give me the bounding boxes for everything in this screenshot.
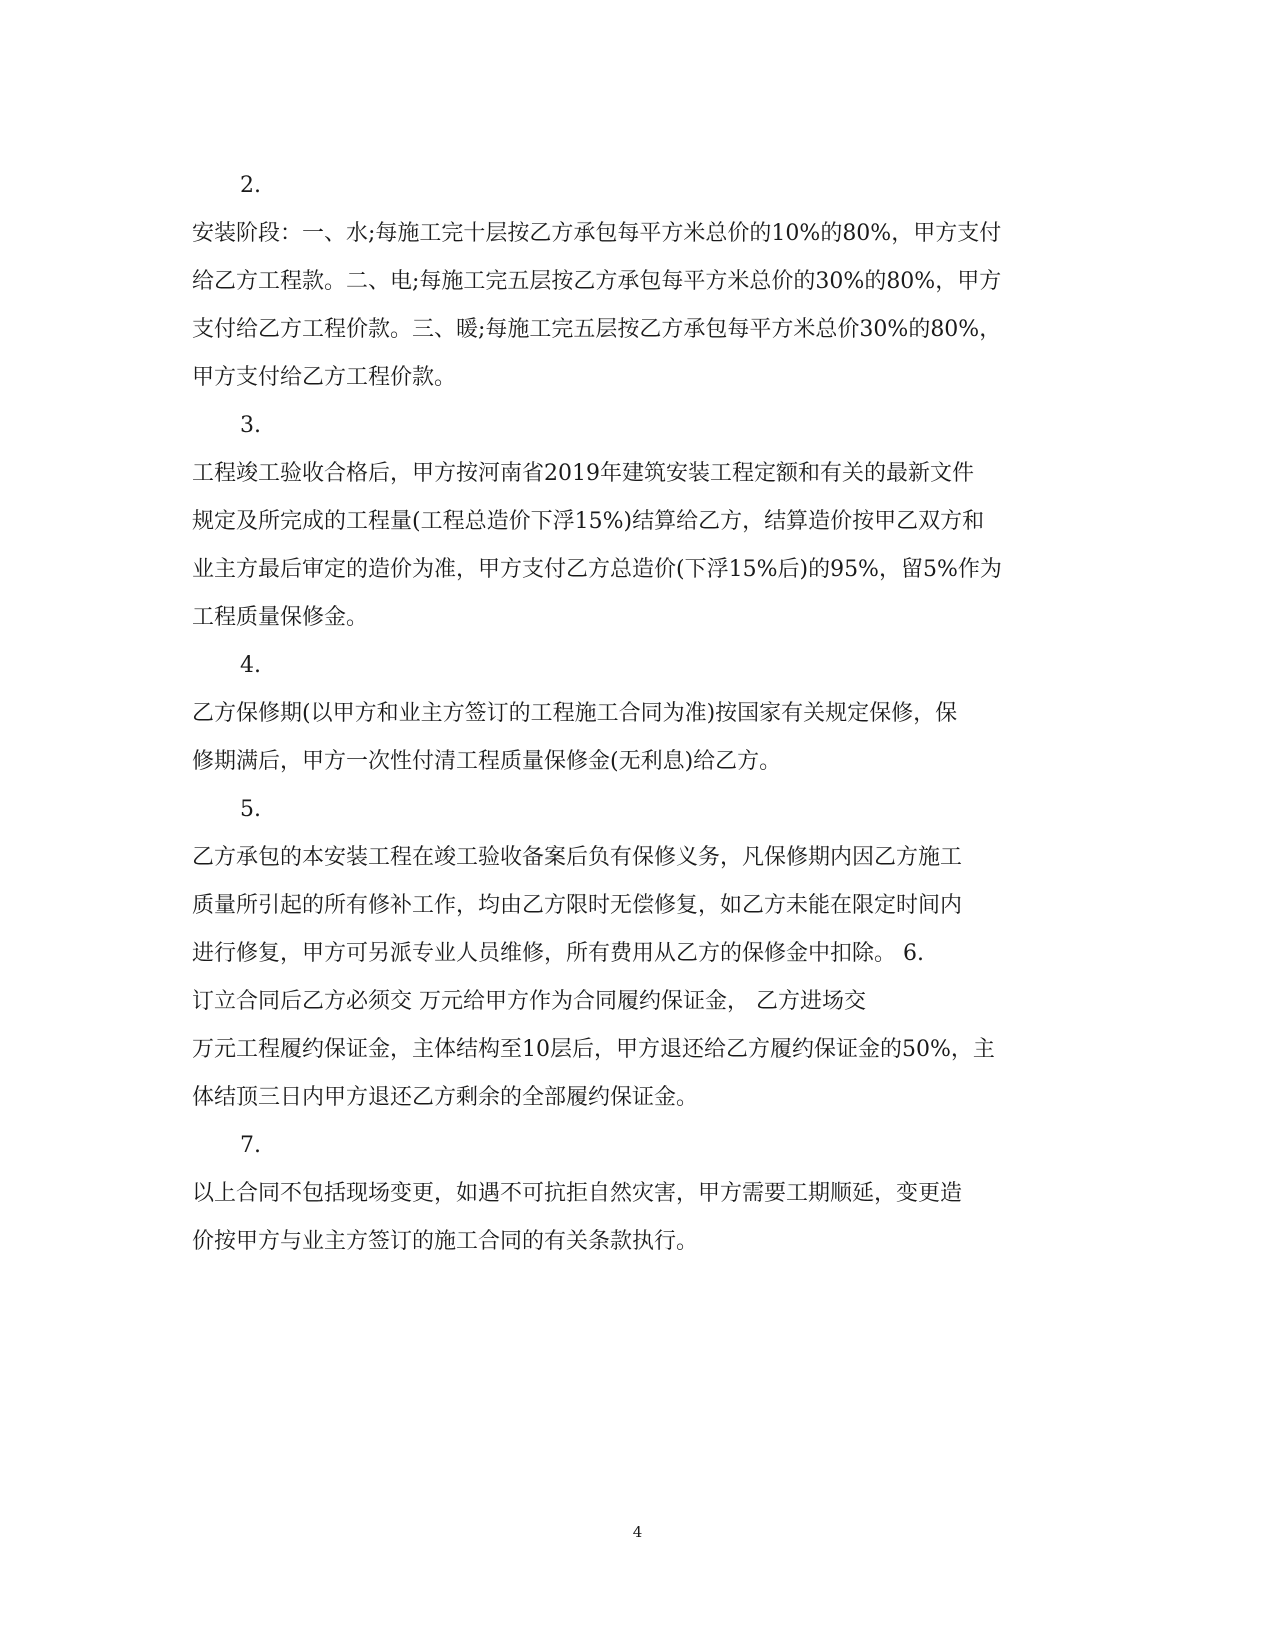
clause-number: 2. <box>240 173 261 198</box>
clause-text-line: 修期满后，甲方一次性付清工程质量保修金(无利息)给乙方。 <box>192 749 782 774</box>
clause-text-line: 万元工程履约保证金，主体结构至10层后，甲方退还给乙方履约保证金的50%，主 <box>192 1037 995 1062</box>
clause-text-line: 进行修复，甲方可另派专业人员维修，所有费用从乙方的保修金中扣除。 6. <box>192 941 924 966</box>
document-body <box>192 162 1072 1266</box>
clause-text-line: 给乙方工程款。二、电;每施工完五层按乙方承包每平方米总价的30%的80%，甲方 <box>192 269 1002 294</box>
clause-text-line: 以上合同不包括现场变更，如遇不可抗拒自然灾害，甲方需要工期顺延，变更造 <box>192 1181 963 1206</box>
page-number: 4 <box>632 1523 643 1541</box>
clause-text-line: 乙方承包的本安装工程在竣工验收备案后负有保修义务，凡保修期内因乙方施工 <box>192 845 963 870</box>
clause-text-line: 业主方最后审定的造价为准，甲方支付乙方总造价(下浮15%后)的95%，留5%作为 <box>192 557 1002 582</box>
clause-number: 3. <box>240 413 261 438</box>
clause-text-line: 甲方支付给乙方工程价款。 <box>192 365 457 390</box>
clause-text-line: 体结顶三日内甲方退还乙方剩余的全部履约保证金。 <box>192 1085 699 1110</box>
clause-text-line: 规定及所完成的工程量(工程总造价下浮15%)结算给乙方，结算造价按甲乙双方和 <box>192 509 985 534</box>
clause-number: 5. <box>240 797 261 822</box>
clause-number: 4. <box>240 653 261 678</box>
clause-text-line: 乙方保修期(以甲方和业主方签订的工程施工合同为准)按国家有关规定保修，保 <box>192 701 958 726</box>
clause-text-line: 质量所引起的所有修补工作，均由乙方限时无偿修复，如乙方未能在限定时间内 <box>192 893 963 918</box>
clause-number: 7. <box>240 1133 261 1158</box>
clause-text-line: 订立合同后乙方必须交 万元给甲方作为合同履约保证金， 乙方进场交 <box>192 989 866 1014</box>
clause-text-line: 工程质量保修金。 <box>192 605 369 630</box>
clause-text-line: 安装阶段：一、水;每施工完十层按乙方承包每平方米总价的10%的80%，甲方支付 <box>192 221 1002 246</box>
clause-text-line: 支付给乙方工程价款。三、暖;每施工完五层按乙方承包每平方米总价30%的80%， <box>192 317 1002 342</box>
clause-text-line: 价按甲方与业主方签订的施工合同的有关条款执行。 <box>192 1229 699 1254</box>
clause-text-line: 工程竣工验收合格后，甲方按河南省2019年建筑安装工程定额和有关的最新文件 <box>192 461 974 486</box>
